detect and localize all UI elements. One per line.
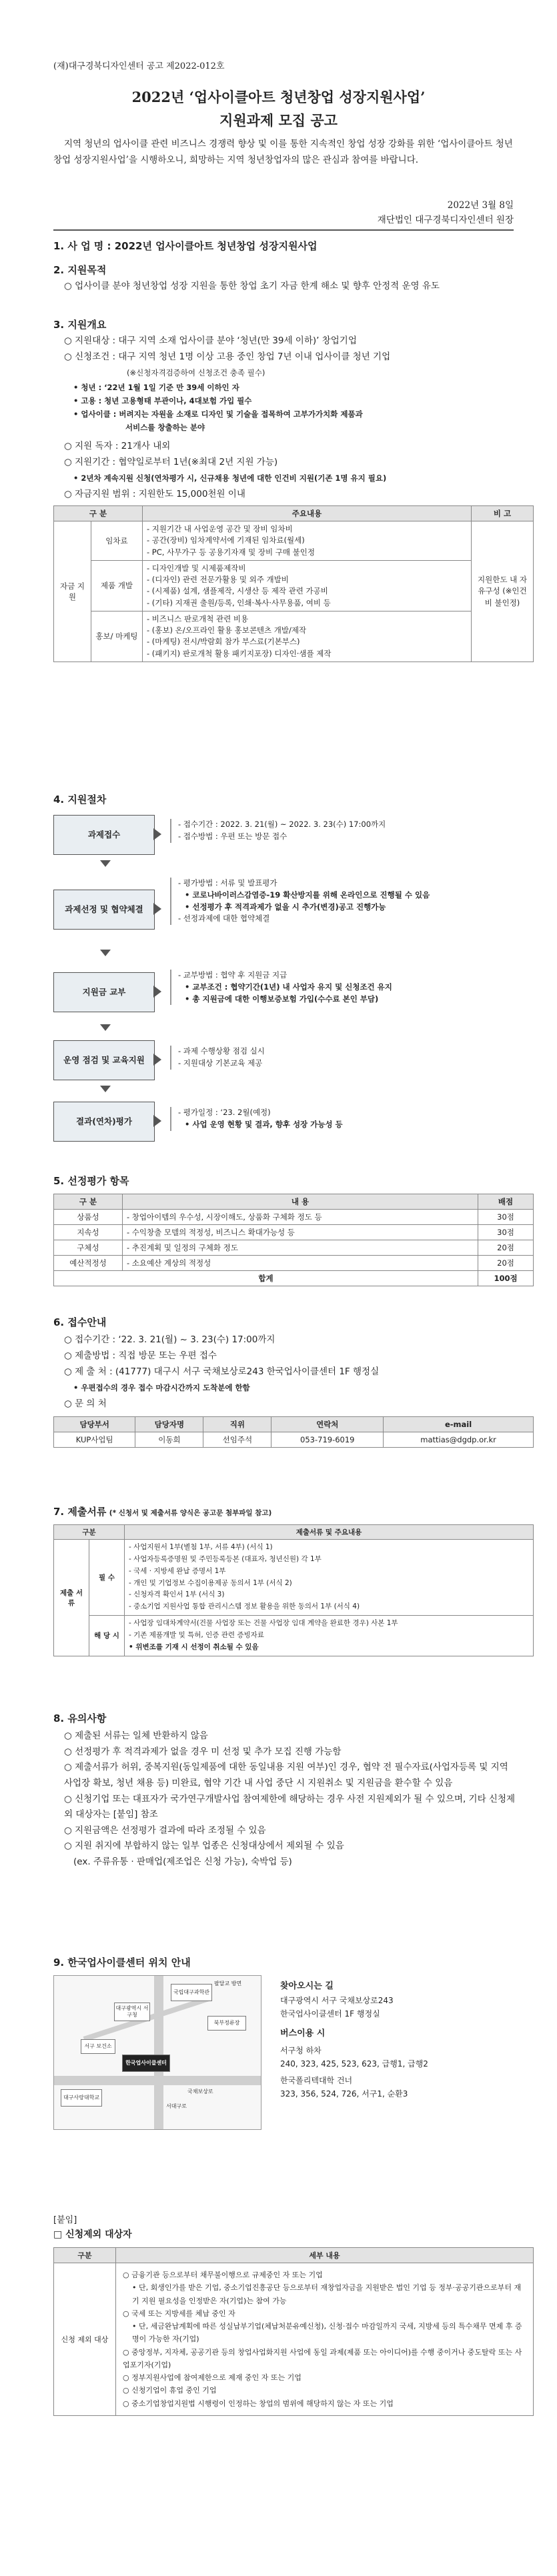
support-line: - 공간(장비) 임차계약서에 기재된 임차료(월세) bbox=[147, 535, 305, 545]
exclusion-table bbox=[53, 2247, 534, 2416]
eval-content: - 창업아이템의 우수성, 시장이해도, 상품화 구체화 정도 등 bbox=[123, 1210, 478, 1225]
caution-item: ○ 지원금액은 선정평가 결과에 따라 조정될 수 있음 bbox=[64, 1824, 266, 1836]
eval-header: 내 용 bbox=[123, 1194, 478, 1210]
arrow-down-icon bbox=[100, 1024, 111, 1031]
exclusion-item: ○ 국세 또는 지방세를 체납 중인 자 bbox=[123, 2309, 235, 2318]
map-road-label: 국채보상로 bbox=[187, 2089, 213, 2095]
bus-stop-label: 한국폴리텍대학 건너 bbox=[280, 2075, 353, 2085]
contact-header: 담당부서 bbox=[54, 1417, 135, 1432]
section-5-title: 5. 선정평가 항목 bbox=[53, 1175, 129, 1187]
eval-content: - 추진계획 및 일정의 구체화 정도 bbox=[123, 1240, 478, 1256]
receipt-period: ○ 접수기간 : ‘22. 3. 21(월) ~ 3. 23(수) 17:00까지 bbox=[64, 1334, 275, 1345]
condition-youth: • 청년 : ‘22년 1월 1일 기준 만 39세 이하인 자 bbox=[73, 383, 239, 392]
receipt-address: ○ 제 출 처 : (41777) 대구시 서구 국채보상로243 한국업사이클센터 1F 행정실 bbox=[64, 1366, 380, 1377]
support-table-note: 지원한도 내 자유구성 (※인건비 불인정) bbox=[472, 521, 534, 662]
caution-item: ○ 선정평가 후 적격과제가 없을 경우 미 선정 및 추가 모집 진행 가능함 bbox=[64, 1746, 342, 1757]
documents-table bbox=[53, 1524, 534, 1656]
eval-total-label: 합계 bbox=[54, 1271, 478, 1286]
step-desc bbox=[170, 1107, 538, 1131]
eval-cat: 지속성 bbox=[54, 1225, 123, 1240]
section-6-title: 6. 접수안내 bbox=[53, 1316, 107, 1328]
step-line: - 접수방법 : 우편 또는 방문 접수 bbox=[178, 831, 288, 841]
support-line: - (패키지) 판로개척 활용 패키지포장) 디자인·샘플 제작 bbox=[147, 648, 332, 658]
eval-score: 30점 bbox=[478, 1210, 534, 1225]
support-line: - (마케팅) 전시/박람회 참가 부스료(기본부스) bbox=[147, 637, 300, 647]
step-line: - 평가일정 : ‘23. 2월(예정) bbox=[178, 1108, 271, 1117]
step-desc bbox=[170, 970, 538, 1005]
exclusion-item: ○ 신청기업이 휴업 중인 기업 bbox=[123, 2386, 217, 2395]
directions-address: 대구광역시 서구 국채보상로243 bbox=[280, 1996, 394, 2006]
support-table-cat: 임차료 bbox=[91, 521, 142, 561]
receipt-method: ○ 제출방법 : 직접 방문 또는 우편 접수 bbox=[64, 1350, 217, 1361]
map-landmark: 북부정류장 bbox=[207, 2016, 246, 2031]
caution-item: (ex. 주류유통 · 판매업(제조업은 신청 가능), 숙박업 등) bbox=[73, 1856, 292, 1867]
support-period: ○ 지원기간 : 협약일로부터 1년(※최대 2년 지원 가능) bbox=[64, 457, 278, 467]
step-box: 과제접수 bbox=[53, 815, 155, 855]
doc-item: - 사업장 임대차계약서(건물 사업장 또는 건물 사업장 임대 계약을 완료한 경우) 사본 1부 bbox=[129, 1619, 398, 1628]
exclusion-header: 세부 내용 bbox=[116, 2248, 534, 2263]
contact-header: 연락처 bbox=[271, 1417, 384, 1432]
exclusion-item: ○ 중소기업창업지원법 시행령이 인정하는 창업의 범위에 해당하지 않는 자 또는 기업 bbox=[123, 2399, 394, 2408]
caution-item: ○ 제출된 서류는 일체 반환하지 않음 bbox=[64, 1730, 208, 1741]
eval-total: 100점 bbox=[478, 1271, 534, 1286]
step-desc bbox=[170, 878, 538, 925]
contact-phone[interactable]: 053-719-6019 bbox=[271, 1432, 384, 1448]
step-line: • 선정평가 후 적격과제가 없을 시 추가(변경)공고 진행가능 bbox=[185, 902, 386, 912]
support-line: - 디자인개발 및 시제품제작비 bbox=[147, 563, 246, 573]
eval-score: 30점 bbox=[478, 1225, 534, 1240]
eval-score: 20점 bbox=[478, 1240, 534, 1256]
arrow-right-icon bbox=[153, 828, 161, 840]
doc-item: - 기존 제품개발 및 특허, 인증 관련 증빙자료 bbox=[129, 1630, 264, 1639]
eval-content: - 소요예산 계상의 적정성 bbox=[123, 1256, 478, 1271]
step-box: 운영 점검 및 교육지원 bbox=[53, 1040, 155, 1080]
section-7-title: 7. 제출서류 bbox=[53, 1506, 107, 1518]
step-line: • 코로나바이러스감염증-19 확산방지를 위해 온라인으로 진행될 수 있음 bbox=[185, 890, 430, 900]
notice-number: (재)대구경북디자인센터 공고 제2022-012호 bbox=[53, 61, 225, 71]
step-line: - 접수기간 : 2022. 3. 21(월) ~ 2022. 3. 23(수) 17:00까지 bbox=[178, 820, 386, 829]
map-road-horizontal bbox=[54, 2076, 261, 2085]
procedure-step bbox=[53, 1040, 534, 1082]
bus-title: 버스이용 시 bbox=[280, 2028, 326, 2039]
docs-optional-list bbox=[125, 1616, 534, 1656]
eval-header: 구 분 bbox=[54, 1194, 123, 1210]
page-title-line2: 지원과제 모집 공고 bbox=[219, 112, 338, 129]
map-road-label: 서대구로 bbox=[166, 2103, 187, 2109]
step-line: • 교부조건 : 협약기간(1년) 내 사업자 유지 및 신청조건 유지 bbox=[185, 982, 392, 992]
step-line: • 총 지원금에 대한 이행보증보험 가입(수수료 본인 부담) bbox=[185, 994, 379, 1004]
appendix-title: □ 신청제외 대상자 bbox=[53, 2229, 132, 2240]
doc-item: - 개인 및 기업정보 수집이용제공 동의서 1부 (서식 2) bbox=[129, 1578, 292, 1587]
map-landmark: 국립대구과학관 bbox=[171, 1984, 212, 2001]
support-table-cat: 제품 개발 bbox=[91, 560, 142, 611]
support-period-note: • 2년차 계속지원 신청(연차평가 시, 신규채용 청년에 대한 인건비 지원(기존 1명 유지 필요) bbox=[73, 473, 387, 483]
appendix-tag: [붙임] bbox=[53, 2215, 77, 2225]
docs-optional-label: 해 당 시 bbox=[89, 1616, 125, 1656]
eval-cat: 상품성 bbox=[54, 1210, 123, 1225]
arrow-down-icon bbox=[100, 950, 111, 956]
arrow-right-icon bbox=[153, 903, 161, 915]
evaluation-table bbox=[53, 1194, 534, 1286]
exclusion-item: • 단, 회생인가를 받은 기업, 중소기업진흥공단 등으로부터 재창업자금을 지원받은 법인 기업 등 정부·공공기관으로부터 재기 지원 필요성을 인정받은 자(기업)는 참여 가능 bbox=[132, 2283, 522, 2305]
support-line: - (시제품) 설계, 샘플제작, 시생산 등 제작 관련 가공비 bbox=[147, 586, 328, 596]
docs-required-label: 필 수 bbox=[89, 1540, 125, 1616]
section-4-title: 4. 지원절차 bbox=[53, 794, 107, 806]
contact-name: 이동희 bbox=[135, 1432, 203, 1448]
procedure-step bbox=[53, 878, 534, 944]
bus-routes: 240, 323, 425, 523, 623, 급행1, 급행2 bbox=[280, 2059, 428, 2069]
support-table-content bbox=[143, 560, 472, 611]
arrow-right-icon bbox=[153, 986, 161, 998]
support-budget: ○ 자금지원 범위 : 지원한도 15,000천원 이내 bbox=[64, 489, 245, 499]
exclusion-item: ○ 정부지원사업에 참여제한으로 제재 중인 자 또는 기업 bbox=[123, 2373, 302, 2382]
map-landmark: 대구광역시 서구청 bbox=[114, 2003, 150, 2021]
support-line: - 지원기간 내 사업운영 공간 및 장비 임차비 bbox=[147, 524, 293, 533]
step-line: - 평가방법 : 서류 및 발표평가 bbox=[178, 878, 277, 888]
section-7-heading bbox=[53, 1504, 271, 1518]
caution-item: ○ 신청기업 또는 대표자가 국가연구개발사업 참여제한에 해당하는 경우 사전 지원제외가 될 수 있으며, 기타 신청제외 대상자는 [붙임] 참조 bbox=[64, 1793, 516, 1820]
eval-cat: 예산적정성 bbox=[54, 1256, 123, 1271]
procedure-step bbox=[53, 967, 534, 1020]
section-3-title: 3. 지원개요 bbox=[53, 319, 107, 331]
section-7-title-note: (* 신청서 및 제출서류 양식은 공고문 첨부파일 참고) bbox=[109, 1509, 272, 1517]
step-box: 과제선정 및 협약체결 bbox=[53, 890, 155, 930]
support-line: - PC, 사무가구 등 공용기자재 및 장비 구매 불인정 bbox=[147, 547, 315, 557]
eval-score: 20점 bbox=[478, 1256, 534, 1271]
support-line: - (디자인) 관련 전문가활용 및 외주 개발비 bbox=[147, 575, 289, 584]
docs-required-list bbox=[125, 1540, 534, 1616]
support-table-group: 자금 지원 bbox=[54, 521, 91, 662]
contact-dept: KUP사업팀 bbox=[54, 1432, 135, 1448]
section-2-title: 2. 지원목적 bbox=[53, 264, 107, 276]
bus-stop-label: 서구청 하차 bbox=[280, 2045, 322, 2055]
contact-header: 담당자명 bbox=[135, 1417, 203, 1432]
arrow-right-icon bbox=[153, 1054, 161, 1066]
contact-position: 선임주석 bbox=[203, 1432, 271, 1448]
arrow-down-icon bbox=[100, 1086, 111, 1092]
section-2-text: ○ 업사이클 분야 청년창업 성장 지원을 통한 창업 초기 자금 한계 해소 및 향후 안정적 운영 유도 bbox=[64, 281, 440, 291]
support-target: ○ 지원대상 : 대구 지역 소재 업사이클 분야 ‘청년(만 39세 이하)’ 창업기업 bbox=[64, 335, 357, 346]
eval-content: - 수익창출 모델의 적정성, 비즈니스 확대가능성 등 bbox=[123, 1225, 478, 1240]
support-table bbox=[53, 505, 534, 662]
directions-panel bbox=[280, 1979, 520, 2101]
docs-header: 구분 bbox=[54, 1525, 125, 1540]
intro-text: 지역 청년의 업사이클 관련 비즈니스 경쟁력 향상 및 이를 통한 지속적인 창업 성장 강화를 위한 ‘업사이클아트 청년창업 성장지원사업’을 시행하오니, 희망하는 지역 청년창업자의 많은 관심과 참여를 바랍니다. bbox=[53, 139, 513, 165]
apply-condition-note: (※신청자격검증하여 신청조건 충족 필수) bbox=[127, 368, 265, 377]
arrow-right-icon bbox=[153, 1115, 161, 1127]
step-line: - 과제 수행상황 점검 실시 bbox=[178, 1046, 265, 1056]
contact-table bbox=[53, 1416, 534, 1448]
map-landmark: 대구사랑대학교 bbox=[61, 2089, 102, 2107]
exclusion-item: • 단, 세금완납계획에 따른 성실납부기업(체납처분유예신청), 신청·접수 마감일까지 국세, 지방세 등의 특수채무 면제 후 증명이 가능한 자(기업) bbox=[132, 2322, 522, 2344]
procedure-step bbox=[53, 815, 534, 856]
support-line: - (홍보) 온/오프라인 활용 홍보콘텐츠 개발/제작 bbox=[147, 625, 307, 635]
arrow-down-icon bbox=[100, 860, 111, 867]
contact-email[interactable]: mattias@dgdp.or.kr bbox=[384, 1432, 534, 1448]
step-line: - 지원대상 기본교육 제공 bbox=[178, 1058, 263, 1068]
support-table-cat: 홍보/ 마케팅 bbox=[91, 611, 142, 662]
map-direction-label: 팔달교 방면 bbox=[214, 1981, 242, 1987]
eval-cat: 구체성 bbox=[54, 1240, 123, 1256]
inquiry-label: ○ 문 의 처 bbox=[64, 1398, 107, 1409]
receipt-note: • 우편접수의 경우 접수 마감시간까지 도착분에 한함 bbox=[73, 1383, 250, 1392]
doc-item: - 국세 · 지방세 완납 증명서 1부 bbox=[129, 1566, 226, 1575]
doc-item: - 사업자등록증명원 및 주민등록등본 (대표자, 청년신원) 각 1부 bbox=[129, 1554, 322, 1563]
map-road-vertical bbox=[154, 1976, 163, 2129]
bus-routes: 323, 356, 524, 726, 서구1, 순환3 bbox=[280, 2089, 408, 2099]
exclusion-item: ○ 중앙정부, 지자체, 공공기관 등의 창업사업화지원 사업에 동일 과제(제품 또는 아이디어)를 수행 중이거나 중도탈락 또는 사업포기자(기업) bbox=[123, 2347, 522, 2369]
support-table-content bbox=[143, 611, 472, 662]
support-table-header-note: 비 고 bbox=[472, 506, 534, 521]
contact-header: 직위 bbox=[203, 1417, 271, 1432]
exclusion-item: ○ 금융기관 등으로부터 채무불이행으로 규제중인 자 또는 기업 bbox=[123, 2271, 323, 2279]
section-8-title: 8. 유의사항 bbox=[53, 1712, 107, 1724]
announcement-date: 2022년 3월 8일 bbox=[447, 200, 514, 211]
support-line: - 비즈니스 판로개척 관련 비용 bbox=[147, 613, 249, 623]
contact-header: e-mail bbox=[384, 1417, 534, 1432]
directions-address: 한국업사이클센터 1F 행정실 bbox=[280, 2009, 380, 2019]
directions-title: 찾아오시는 길 bbox=[280, 1981, 334, 1991]
doc-item: - 신청자격 확인서 1부 (서식 3) bbox=[129, 1590, 225, 1599]
doc-item: - 중소기업 지원사업 통합 관리시스템 정보 활용을 위한 동의서 1부 (서식 4) bbox=[129, 1602, 360, 1611]
doc-item: - 사업지원서 1부(별첨 1부, 서류 4부) (서식 1) bbox=[129, 1543, 273, 1551]
exclusion-list bbox=[116, 2263, 534, 2416]
section-1-title: 1. 사 업 명 : 2022년 업사이클아트 청년창업 성장지원사업 bbox=[53, 240, 318, 252]
exclusion-group: 신청 제외 대상 bbox=[54, 2263, 116, 2416]
condition-upcycle-cont: 서비스를 창출하는 분야 bbox=[125, 423, 205, 432]
procedure-step bbox=[53, 1102, 534, 1143]
header-divider bbox=[53, 229, 514, 231]
exclusion-header: 구분 bbox=[54, 2248, 116, 2263]
map-landmark: 서구 보건소 bbox=[81, 2039, 115, 2054]
support-table-header-content: 주요내용 bbox=[143, 506, 472, 521]
eval-header: 배점 bbox=[478, 1194, 534, 1210]
page-title-line1: 2022년 ‘업사이클아트 청년창업 성장지원사업’ bbox=[131, 89, 426, 105]
step-line: - 교부방법 : 협약 후 지원금 지급 bbox=[178, 970, 288, 980]
apply-condition: ○ 신청조건 : 대구 지역 청년 1명 이상 고용 중인 창업 7년 이내 업사이클 청년 기업 bbox=[64, 351, 391, 362]
doc-item: • 위변조를 기재 시 선정이 취소될 수 있음 bbox=[129, 1642, 259, 1651]
support-table-header-category: 구 분 bbox=[54, 506, 143, 521]
support-count: ○ 지원 독자 : 21개사 내외 bbox=[64, 441, 171, 451]
caution-item: ○ 지원 취지에 부합하지 않는 일부 업종은 신청대상에서 제외될 수 있음 bbox=[64, 1840, 344, 1852]
step-desc bbox=[170, 819, 538, 843]
caution-item: ○ 제출서류가 허위, 중복지원(동일제품에 대한 동일내용 지원 여부)인 경우, 협약 전 필수자료(사업자등록 및 지역 사업장 확보, 청년 채용 등) 미완료, 협약 기간 내 사업 중단 시 지원취소 및 지원금을 환수할 수 있음 bbox=[64, 1762, 508, 1788]
condition-employment: • 고용 : 청년 고용형태 부관이나, 4대보험 가입 필수 bbox=[73, 396, 252, 405]
step-desc bbox=[170, 1046, 538, 1070]
section-9-title: 9. 한국업사이클센터 위치 안내 bbox=[53, 1957, 191, 1969]
issuer: 재단법인 대구경북디자인센터 원장 bbox=[377, 215, 514, 225]
map-target-building: 한국업사이클센터 bbox=[122, 2055, 170, 2072]
docs-group: 제출 서류 bbox=[54, 1540, 89, 1656]
step-box: 결과(연차)평가 bbox=[53, 1102, 155, 1142]
support-table-content bbox=[143, 521, 472, 561]
location-map bbox=[53, 1975, 261, 2130]
condition-upcycle: • 업사이클 : 버려지는 자원을 소재로 디자인 및 기술을 접목하여 고부가가치화 제품과 bbox=[73, 409, 363, 419]
cautions-list bbox=[64, 1728, 518, 1870]
step-box: 지원금 교부 bbox=[53, 972, 155, 1012]
support-line: - (기타) 지재권 출원/등록, 인쇄·복사·사무용품, 여비 등 bbox=[147, 597, 331, 607]
step-line: - 선정과제에 대한 협약체결 bbox=[178, 914, 270, 924]
docs-header: 제출서류 및 주요내용 bbox=[125, 1525, 534, 1540]
step-line: • 사업 운영 현황 및 결과, 향후 성장 가능성 등 bbox=[185, 1119, 343, 1129]
